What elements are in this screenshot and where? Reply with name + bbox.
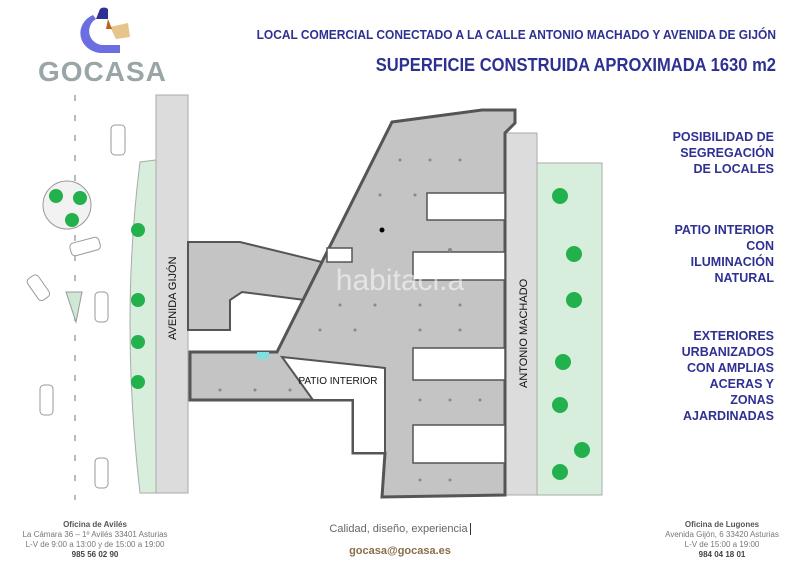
email-link[interactable]: gocasa@gocasa.es xyxy=(349,545,451,557)
office-lugones: Oficina de Lugones Avenida Gijón, 6 33420 Asturias L-V de 15:00 a 19:00 984 04 18 01 xyxy=(665,520,779,559)
tree-icon xyxy=(65,213,79,227)
header-subtitle: SUPERFICIE CONSTRUIDA APROXIMADA 1630 m2 xyxy=(375,55,776,75)
header-title: LOCAL COMERCIAL CONECTADO A LA CALLE ANTONIO MACHADO Y AVENIDA DE GIJÓN xyxy=(256,27,776,42)
watermark: habitacl.a xyxy=(335,264,465,297)
patio-interior xyxy=(282,357,385,453)
tree-icon xyxy=(131,293,145,307)
street-label-left: AVENIDA GIJÓN xyxy=(167,256,179,340)
slogan: Calidad, diseño, experiencia xyxy=(300,523,500,535)
feature-segregation: POSIBILIDAD DE SEGREGACIÓN DE LOCALES xyxy=(672,130,774,176)
feature-exteriores: EXTERIORES URBANIZADOS CON AMPLIAS ACERAS Y ZONAS AJARDINADAS xyxy=(681,329,774,423)
car-icon xyxy=(26,273,52,302)
tree-icon xyxy=(555,354,571,370)
tree-icon xyxy=(566,246,582,262)
patio-label: PATIO INTERIOR xyxy=(298,376,378,387)
tree-icon xyxy=(566,292,582,308)
tree-icon xyxy=(73,191,87,205)
tree-icon xyxy=(131,223,145,237)
tree-icon xyxy=(552,464,568,480)
logo-text: GOCASA xyxy=(38,56,167,87)
car-icon xyxy=(95,458,108,488)
street-label-right: ANTONIO MACHADO xyxy=(518,278,530,388)
feature-patio: PATIO INTERIOR CON ILUMINACIÓN NATURAL xyxy=(674,223,774,285)
tree-icon xyxy=(552,188,568,204)
tree-icon xyxy=(552,397,568,413)
left-road xyxy=(26,95,125,500)
tree-icon xyxy=(49,189,63,203)
office-aviles: Oficina de Avilés La Cámara 36 – 1º Avilés 33401 Asturias L-V de 9:00 a 13:00 y de 15:00 a 19:00 985 56 02 90 xyxy=(22,520,168,559)
tree-icon xyxy=(131,335,145,349)
car-icon xyxy=(69,236,101,256)
park-area xyxy=(537,163,602,495)
tree-icon xyxy=(131,375,145,389)
car-icon xyxy=(40,385,53,415)
tree-icon xyxy=(574,442,590,458)
premises xyxy=(188,110,515,497)
car-icon xyxy=(111,125,125,155)
car-icon xyxy=(95,292,108,322)
